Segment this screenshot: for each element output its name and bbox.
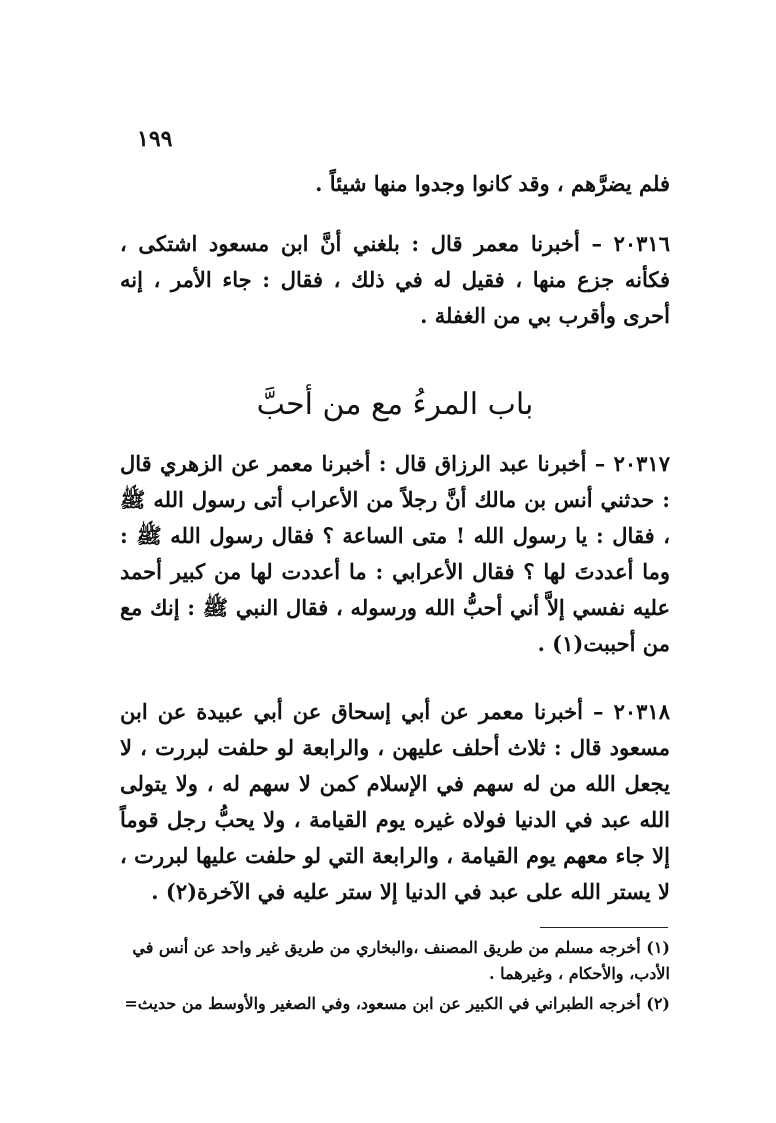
- hadith-text: – أخبرنا معمر قال : بلغني أنَّ ابن مسعود اشتكى ، فكأنه جزع منها ، فقيل له في ذلك ، فقال : جاء الأمر ، إنه أحرى وأقرب بي من الغفلة .: [120, 231, 670, 328]
- footnote-divider: [540, 927, 668, 928]
- hadith-number: ٢٠٣١٧: [613, 451, 670, 476]
- intro-paragraph: [120, 166, 670, 202]
- intro-text: فلم يضرَّهم ، وقد كانوا وجدوا منها شيئاً .: [315, 171, 670, 196]
- chapter-title: باب المرءُ مع من أحبَّ: [256, 387, 534, 422]
- hadith-20316: [120, 226, 670, 334]
- hadith-number: ٢٠٣١٨: [613, 699, 670, 724]
- hadith-number: ٢٠٣١٦: [613, 231, 670, 256]
- footnote-1: (١) أخرجه مسلم من طريق المصنف ،والبخاري من طريق غير واحد عن أنس في الأدب، والأحكام ، وغيرهما .: [132, 938, 670, 983]
- footnotes: [120, 935, 670, 1021]
- hadith-20318: [120, 694, 670, 910]
- hadith-text: – أخبرنا عبد الرزاق قال : أخبرنا معمر عن الزهري قال : حدثني أنس بن مالك أنَّ رجلاً من الأعراب أتى رسول الله ﷺ ، فقال : يا رسول الله ! متى الساعة ؟ فقال رسول الله ﷺ : وما أعددتَ لها ؟ فقال الأعرابي : ما أعددت لها من كبير أحمد عليه نفسي إلاَّ أني أحبُّ الله ورسوله ، فقال النبي ﷺ : إنك مع من أحببت(١) .: [120, 451, 670, 656]
- hadith-text: – أخبرنا معمر عن أبي إسحاق عن أبي عبيدة عن ابن مسعود قال : ثلاث أحلف عليهن ، والرابعة لو حلفت لبررت ، لا يجعل الله من له سهم في الإسلام كمن لا سهم له ، ولا يتولى الله عبد في الدنيا فولاه غيره يوم القيامة ، ولا يحبُّ رجل قوماً إلا جاء معهم يوم القيامة ، والرابعة التي لو حلفت عليها لبررت ، لا يستر الله على عبد في الدنيا إلا ستر عليه في الآخرة(٢) .: [120, 699, 670, 904]
- hadith-20317: [120, 446, 670, 662]
- footnote-2: (٢) أخرجه الطبراني في الكبير عن ابن مسعود، وفي الصغير والأوسط من حديث=: [124, 994, 670, 1013]
- page-number: ١٩٩: [137, 126, 173, 152]
